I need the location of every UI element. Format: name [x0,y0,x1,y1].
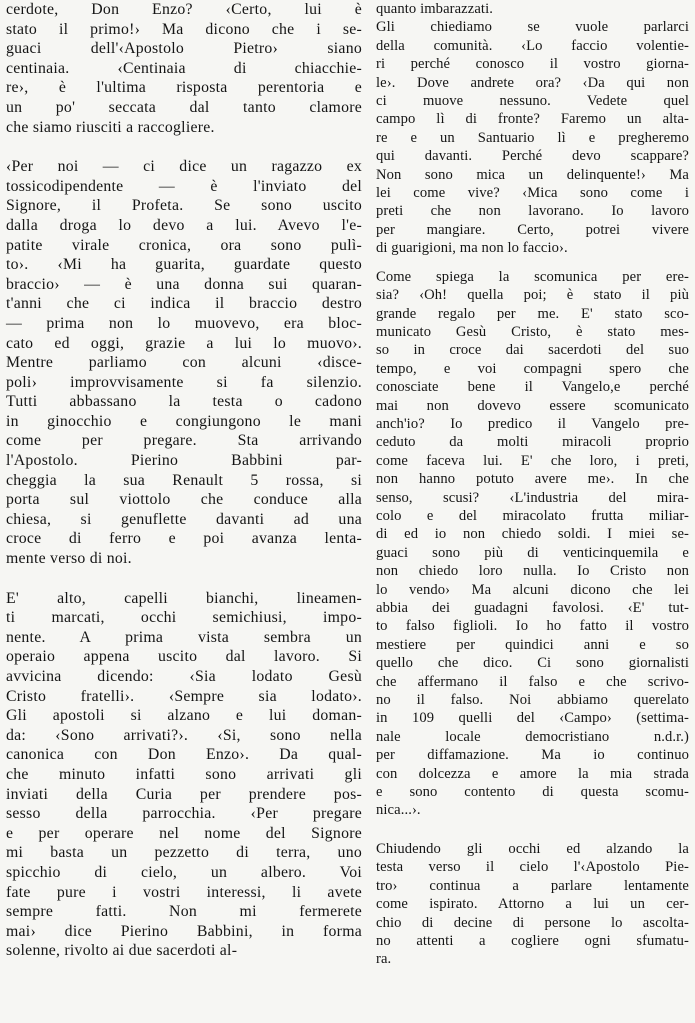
text-line: e per operare nel nome del Signore [6,824,362,842]
text-line: mestiere per quindici anni e so [376,636,689,653]
article-paragraph [376,268,689,820]
text-line: Tutti abbassano la testa o cadono [6,393,362,411]
text-line: testa verso il cielo l'‹Apostolo Pie- [376,859,689,876]
text-line: so in croce dai sacerdoti del suo [376,342,689,359]
text-line: Come spiega la scomunica per ere- [376,268,689,285]
text-line: spicchio di cielo, un albero. Voi [6,863,362,881]
article-paragraph [6,589,362,961]
text-line: non chiedo loro nulla. Io Cristo non [376,563,689,580]
text-line: solenne, rivolto ai due sacerdoti al- [6,942,238,960]
text-line: patite virale cronica, ora sono pulì- [6,236,362,254]
text-line: lo vendo› Ma alcuni dicono che lei [376,581,689,598]
text-line: le›. Dove andrete ora? ‹Da qui non [376,74,689,91]
text-line: quello che dico. Ci sono giornalisti [376,655,689,672]
text-line: tossicodipendente — è l'inviato del [6,177,362,195]
article-paragraph [6,157,362,568]
text-line: croce di ferro e poi avanza lenta- [6,530,362,548]
text-line: cheggia la sua Renault 5 rossa, si [6,471,362,489]
text-line: Non sono mica un delinquente!› Ma [376,166,689,183]
text-line: lei come vive? ‹Mica sono come i [376,185,689,202]
text-line: in ginocchio e congiungono le mani [6,412,362,430]
text-line: poli› improvvisamente si fa silenzio. [6,373,362,391]
text-line: sia? ‹Oh! quella poi; è stato il più [376,287,689,304]
text-line: per mangiare. Certo, potrei vivere [376,221,689,238]
text-line: — prima non lo muovevo, era bloc- [6,314,362,332]
text-line: grande regalo per me. E' stato sco- [376,305,689,322]
text-line: di guarigioni, ma non lo faccio›. [376,240,568,257]
text-line: ra. [376,951,392,968]
text-line: non hanno potuto avere me›. In che [376,471,689,488]
text-line: re›, è l'ultima risposta perentoria e [6,79,362,97]
text-line: come per pregare. Sta arrivando [6,432,362,450]
text-line: quanto imbarazzati. [376,1,493,17]
text-line: mente verso di noi. [6,550,132,568]
text-line: E' alto, capelli bianchi, lineamen- [6,589,362,607]
text-line: guaci dell'‹Apostolo Pietro› siano [6,40,362,58]
text-line: che minuto infatti sono arrivati gli [6,765,362,783]
text-line: braccio› — è una donna sui quaran- [6,275,362,293]
text-line: Cristo fratelli›. ‹Sempre sia lodato›. [6,687,362,705]
text-line: mai non dovevo essere scomunicato [376,397,689,414]
text-line: tro› continua a parlare lentamente [376,877,689,894]
text-line: mi basta un pezzetto di terra, uno [6,844,362,862]
text-line: cerdote, Don Enzo? ‹Certo, lui è [6,1,362,18]
text-line: della comunità. ‹Lo faccio volentie- [376,37,689,54]
text-line: to falso figlioli. Io ho fatto il vostro [376,618,689,635]
right-column [376,0,689,969]
text-line: e sono contento di questa scomu- [376,784,689,801]
text-line: stato il primo!› Ma dicono che i se- [6,20,362,38]
text-line: anch'io? Io predico il Vangelo pre- [376,415,689,432]
text-line: come faceva lui. E' che loro, i preti, [376,452,689,469]
text-line: chio di decine di persone lo ascolta- [376,914,689,931]
text-line: no attenti a cogliere ogni sfumatu- [376,932,689,949]
article-paragraph [376,18,689,257]
article-paragraph [376,0,689,18]
text-line: preti che non lavorano. Io lavoro [376,203,689,220]
text-line: come ispirato. Attorno a lui un cer- [376,896,689,913]
text-line: municato Gesù Cristo, è stato mes- [376,323,689,340]
text-line: l'Apostolo. Pierino Babbini par- [6,452,362,470]
text-line: no il falso. Noi abbiamo querelato [376,692,689,709]
text-line: Gli chiediamo se vuole parlarci [376,19,689,36]
text-line: con dolcezza e amore la mia strada [376,765,689,782]
text-line: nente. A prima vista sembra un [6,628,362,646]
text-line: re e un Santuario lì e pregheremo [376,129,689,146]
text-line: centinaia. ‹Centinaia di chiacchie- [6,59,362,77]
text-line: tempo, e voi compagni spero che [376,360,689,377]
text-line: di ed io non chiedo soldi. I miei se- [376,526,689,543]
text-line: canonica con Don Enzo›. Da qual- [6,746,362,764]
text-line: Signore, il Profeta. Se sono uscito [6,197,362,215]
text-line: t'anni che ci indica il braccio destro [6,295,362,313]
text-line: ti marcati, occhi semichiusi, impo- [6,609,362,627]
text-line: avvicina dicendo: ‹Sia lodato Gesù [6,668,362,685]
text-line: Gli apostoli si alzano e lui doman- [6,707,362,725]
text-line: nica...›. [376,802,421,819]
text-line: ‹Per noi — ci dice un ragazzo ex [6,158,362,176]
text-line: da: ‹Sono arrivati?›. ‹Si, sono nella [6,726,362,744]
text-line: conosciate bene il Vangelo,e perché [376,379,689,396]
text-line: abbia dei guadagni favolosi. ‹E' tut- [376,600,689,616]
text-line: che siamo riusciti a raccogliere. [6,118,215,136]
text-line: mai› dice Pierino Babbini, in forma [6,922,362,940]
left-column [6,0,362,961]
text-line: dalla droga lo devo a lui. Avevo l'e- [6,216,362,234]
text-line: operaio appena uscito dal lavoro. Si [6,648,362,666]
text-line: ri perché conosco il vostro giorna- [376,56,689,73]
text-line: qui davanti. Perché devo scappare? [376,148,689,165]
text-line: to›. ‹Mi ha guarita, guardate questo [6,256,362,274]
text-line: ci muove nessuno. Vedete quel [376,93,689,110]
text-line: Chiudendo gli occhi ed alzando la [376,840,689,857]
text-line: in 109 quelli del ‹Campo› (settima- [376,710,689,727]
text-line: nale locale democristiano n.d.r.) [376,728,689,745]
text-line: ceduto da molti miracoli proprio [376,434,689,451]
text-line: fate pure i vostri interessi, li avete [6,883,362,901]
text-line: sempre fatti. Non mi fermerete [6,903,362,921]
text-line: un po' seccata dal tanto clamore [6,98,362,116]
text-line: Mentre parliamo con alcuni ‹disce- [6,354,362,372]
text-line: campo lì di fronte? Faremo un alta- [376,111,689,128]
text-line: cato ed oggi, grazie a lui lo muovo›. [6,334,362,352]
text-line: sesso della parrocchia. ‹Per pregare [6,805,362,823]
text-line: porta sul viottolo che conduce alla [6,491,362,509]
text-line: guaci sono più di venticinquemila e [376,544,689,561]
text-line: senso, scusi? ‹L'industria del mira- [376,489,689,506]
text-line: chiesa, si genuflette davanti ad una [6,510,362,528]
text-line: colo e del miracolato frutta miliar- [376,507,689,524]
text-line: inviati della Curia per prendere pos- [6,785,362,803]
article-paragraph [376,840,689,969]
text-line: per diffamazione. Ma io continuo [376,747,689,764]
article-paragraph [6,0,362,137]
text-line: che affermano il falso e che scrivo- [376,673,689,690]
